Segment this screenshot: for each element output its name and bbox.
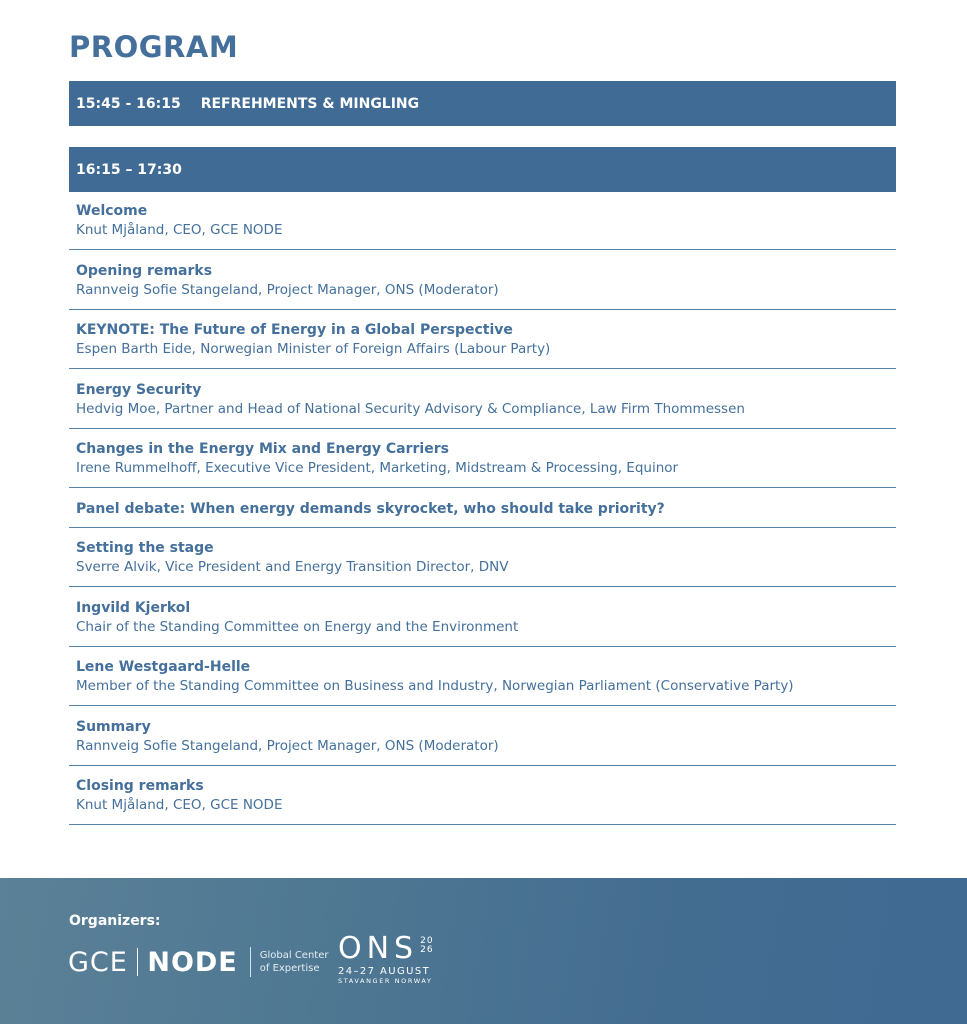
program-item <box>69 371 896 429</box>
program-item-panel-debate <box>69 490 896 528</box>
program-item-title: Lene Westgaard-Helle <box>76 659 251 675</box>
program-item-title: Welcome <box>76 203 148 219</box>
ons-year <box>420 937 433 955</box>
program-item-speaker: Rannveig Sofie Stangeland, Project Manager, ONS (Moderator) <box>76 281 499 298</box>
program-item-title: Opening remarks <box>76 262 213 279</box>
program-item-title: Changes in the Energy Mix and Energy Carriers <box>76 441 449 457</box>
program-item-title: Energy Security <box>76 381 202 398</box>
program-item-title: Closing remarks <box>76 778 204 794</box>
ons-dates: 24–27 AUGUST <box>338 966 431 977</box>
program-item-title: Ingvild Kjerkol <box>76 599 191 616</box>
program-item <box>69 589 896 647</box>
page-title: PROGRAM <box>69 30 239 64</box>
program-item-speaker: Hedvig Moe, Partner and Head of National Security Advisory & Compliance, Law Firm Thommessen <box>76 400 745 417</box>
program-item-title: Panel debate: When energy demands skyrocket, who should take priority? <box>76 500 665 517</box>
session-label: REFREHMENTS & MINGLING <box>200 95 420 112</box>
gce-logo-text: GCE <box>68 946 128 978</box>
gce-node-logo <box>68 944 329 980</box>
session-time: 15:45 - 16:15 <box>76 95 181 112</box>
program-item <box>69 529 896 587</box>
program-item-speaker: Knut Mjåland, CEO, GCE NODE <box>76 222 283 238</box>
session-bar-refreshments <box>69 81 896 126</box>
program-item-title: KEYNOTE: The Future of Energy in a Global Perspective <box>76 322 513 338</box>
program-item-speaker: Sverre Alvik, Vice President and Energy Transition Director, DNV <box>76 559 509 575</box>
program-item <box>69 311 896 369</box>
organizers-label: Organizers: <box>69 913 161 929</box>
program-item-speaker: Knut Mjåland, CEO, GCE NODE <box>76 797 283 813</box>
program-item-speaker: Rannveig Sofie Stangeland, Project Manager, ONS (Moderator) <box>76 737 499 754</box>
program-item <box>69 430 896 488</box>
program-item-speaker: Irene Rummelhoff, Executive Vice President, Marketing, Midstream & Processing, Equinor <box>76 460 679 476</box>
program-item-title: Setting the stage <box>76 540 214 556</box>
ons-year-bottom: 26 <box>420 945 434 955</box>
ons-city: STAVANGER NORWAY <box>338 977 433 985</box>
ons-year-top: 20 <box>420 936 434 946</box>
program-item-title: Summary <box>76 718 151 735</box>
session-bar-main <box>69 147 896 192</box>
program-item <box>69 252 896 310</box>
program-item <box>69 708 896 766</box>
program-item-speaker: Member of the Standing Committee on Business and Industry, Norwegian Parliament (Conservative Party) <box>76 678 794 694</box>
gce-tagline <box>260 949 329 975</box>
logo-divider <box>250 947 251 977</box>
ons-logo-text: ONS <box>338 931 419 966</box>
program-list <box>69 192 896 827</box>
footer-organizers <box>0 878 967 1024</box>
ons-logo <box>338 931 434 986</box>
session-time: 16:15 – 17:30 <box>76 161 182 178</box>
program-item <box>69 767 896 825</box>
ons-logo-row <box>338 931 434 966</box>
gce-tagline-line1: Global Center <box>259 950 329 961</box>
logo-divider <box>137 948 139 976</box>
program-item <box>69 648 896 706</box>
program-item-speaker: Chair of the Standing Committee on Energy and the Environment <box>76 618 519 635</box>
gce-tagline-line2: of Expertise <box>259 963 320 974</box>
program-item-speaker: Espen Barth Eide, Norwegian Minister of Foreign Affairs (Labour Party) <box>76 341 551 357</box>
node-logo-text: NODE <box>147 946 238 978</box>
program-item <box>69 192 896 250</box>
